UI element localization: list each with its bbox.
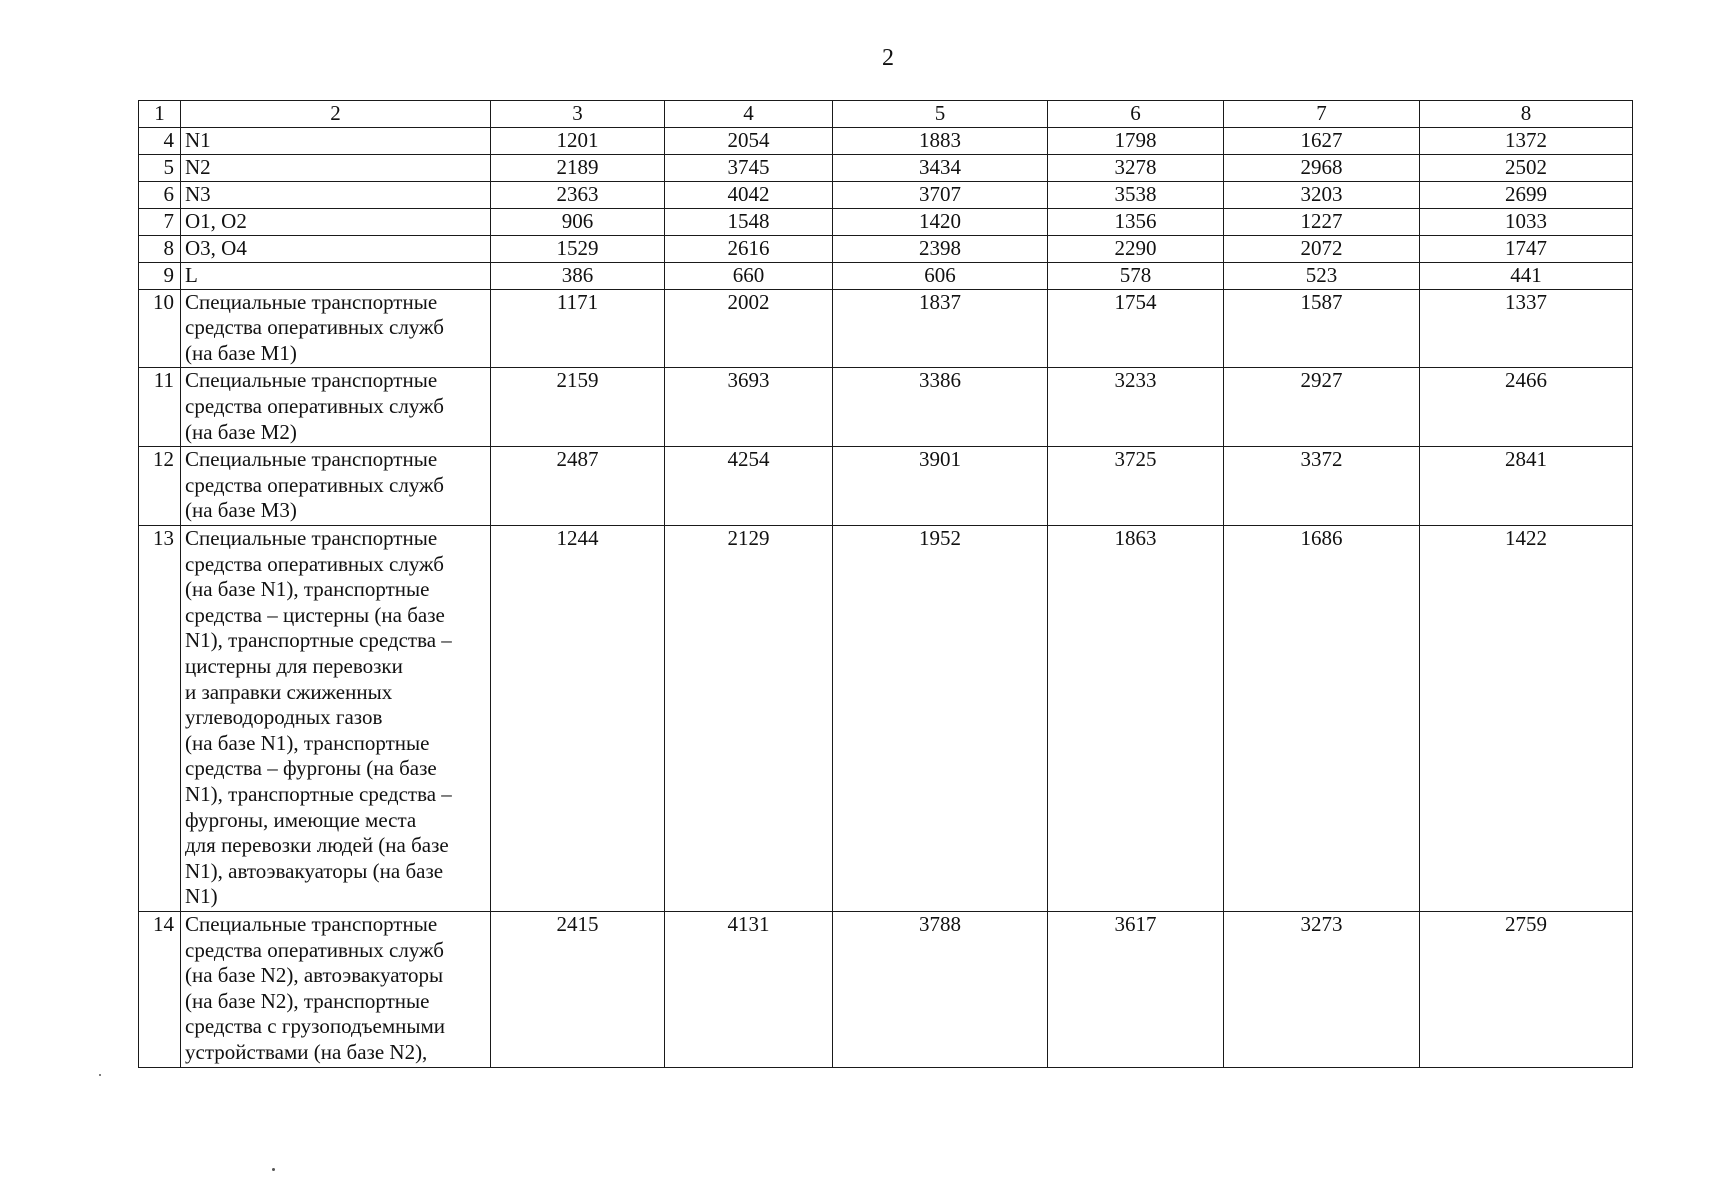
value-cell: 1587: [1224, 289, 1420, 368]
header-row: [139, 101, 1633, 128]
value-cell: 2189: [491, 154, 665, 181]
value-cell: 3788: [833, 911, 1048, 1067]
value-cell: 3278: [1048, 154, 1224, 181]
vehicle-category-line: O3, O4: [185, 235, 247, 260]
vehicle-category-line: Специальные транспортные: [185, 525, 438, 550]
vehicle-category-line: (на базе N1), транспортные: [185, 730, 430, 755]
vehicle-category-line: N1): [185, 884, 218, 909]
column-header: 6: [1048, 101, 1224, 128]
value-cell: 3707: [833, 181, 1048, 208]
vehicle-category-line: N1: [185, 127, 211, 152]
vehicle-category-line: фургоны, имеющие места: [185, 807, 417, 832]
value-cell: 1627: [1224, 127, 1420, 154]
scan-speck: [272, 1168, 275, 1171]
value-cell: 2398: [833, 235, 1048, 262]
vehicle-category-line: L: [185, 262, 198, 287]
value-cell: 660: [665, 262, 833, 289]
value-cell: 3725: [1048, 447, 1224, 526]
value-cell: 606: [833, 262, 1048, 289]
value-cell: 1747: [1420, 235, 1633, 262]
value-cell: 2968: [1224, 154, 1420, 181]
value-cell: 2699: [1420, 181, 1633, 208]
scan-speck: [99, 1074, 101, 1076]
vehicle-category-line: для перевозки людей (на базе: [185, 833, 449, 858]
vehicle-category-line: средства оперативных служб: [185, 937, 444, 962]
value-cell: 1201: [491, 127, 665, 154]
vehicle-category-line: Специальные транспортные: [185, 289, 438, 314]
vehicle-category: [181, 289, 491, 368]
table-row: [139, 447, 1633, 526]
value-cell: 1798: [1048, 127, 1224, 154]
value-cell: 3617: [1048, 911, 1224, 1067]
vehicle-category-line: и заправки сжиженных: [185, 679, 393, 704]
vehicle-category-line: средства – цистерны (на базе: [185, 602, 445, 627]
row-number: 10: [139, 289, 181, 368]
value-cell: 4254: [665, 447, 833, 526]
vehicle-category-line: средства оперативных служб: [185, 472, 444, 497]
value-cell: 3745: [665, 154, 833, 181]
table-row: [139, 525, 1633, 911]
vehicle-category: [181, 525, 491, 911]
table-row: [139, 208, 1633, 235]
vehicle-category: [181, 447, 491, 526]
value-cell: 1420: [833, 208, 1048, 235]
value-cell: 3203: [1224, 181, 1420, 208]
value-cell: 2129: [665, 525, 833, 911]
row-number: 4: [139, 127, 181, 154]
table-row: [139, 289, 1633, 368]
column-header: 8: [1420, 101, 1633, 128]
value-cell: 2841: [1420, 447, 1633, 526]
value-cell: 3372: [1224, 447, 1420, 526]
column-header: 5: [833, 101, 1048, 128]
vehicle-category-line: (на базе M1): [185, 340, 297, 365]
value-cell: 523: [1224, 262, 1420, 289]
value-cell: 2466: [1420, 368, 1633, 447]
value-cell: 906: [491, 208, 665, 235]
vehicle-category-line: Специальные транспортные: [185, 368, 438, 393]
value-cell: 2487: [491, 447, 665, 526]
value-cell: 2072: [1224, 235, 1420, 262]
value-cell: 1356: [1048, 208, 1224, 235]
vehicle-category-line: (на базе N2), автоэвакуаторы: [185, 963, 444, 988]
vehicle-category-line: цистерны для перевозки: [185, 653, 403, 678]
value-cell: 3386: [833, 368, 1048, 447]
vehicle-category-line: Специальные транспортные: [185, 447, 438, 472]
value-cell: 3434: [833, 154, 1048, 181]
vehicle-category-line: O1, O2: [185, 208, 247, 233]
value-cell: 1863: [1048, 525, 1224, 911]
value-cell: 2759: [1420, 911, 1633, 1067]
row-number: 5: [139, 154, 181, 181]
row-number: 8: [139, 235, 181, 262]
value-cell: 4131: [665, 911, 833, 1067]
vehicle-category-line: (на базе N1), транспортные: [185, 577, 430, 602]
value-cell: 2502: [1420, 154, 1633, 181]
value-cell: 1686: [1224, 525, 1420, 911]
value-cell: 1227: [1224, 208, 1420, 235]
vehicle-category-line: Специальные транспортные: [185, 911, 438, 936]
column-header: 7: [1224, 101, 1420, 128]
page-number: 2: [882, 45, 894, 71]
column-header: 3: [491, 101, 665, 128]
row-number: 6: [139, 181, 181, 208]
table-row: [139, 911, 1633, 1067]
vehicle-category-line: устройствами (на базе N2),: [185, 1039, 428, 1064]
value-cell: 1422: [1420, 525, 1633, 911]
value-cell: 1883: [833, 127, 1048, 154]
value-cell: 1754: [1048, 289, 1224, 368]
value-cell: 2616: [665, 235, 833, 262]
vehicle-category-line: (на базе M3): [185, 498, 297, 523]
value-cell: 1033: [1420, 208, 1633, 235]
tariff-table: [138, 100, 1633, 1068]
column-header: 4: [665, 101, 833, 128]
table-row: [139, 127, 1633, 154]
vehicle-category: [181, 154, 491, 181]
table-row: [139, 154, 1633, 181]
value-cell: 2363: [491, 181, 665, 208]
vehicle-category-line: N2: [185, 154, 211, 179]
vehicle-category-line: средства оперативных служб: [185, 393, 444, 418]
value-cell: 1337: [1420, 289, 1633, 368]
value-cell: 578: [1048, 262, 1224, 289]
vehicle-category: [181, 368, 491, 447]
value-cell: 4042: [665, 181, 833, 208]
table-row: [139, 235, 1633, 262]
vehicle-category: [181, 911, 491, 1067]
value-cell: 1244: [491, 525, 665, 911]
vehicle-category-line: средства – фургоны (на базе: [185, 756, 437, 781]
row-number: 9: [139, 262, 181, 289]
value-cell: 3233: [1048, 368, 1224, 447]
value-cell: 3693: [665, 368, 833, 447]
vehicle-category: [181, 208, 491, 235]
vehicle-category-line: (на базе N2), транспортные: [185, 988, 430, 1013]
row-number: 14: [139, 911, 181, 1067]
table-row: [139, 262, 1633, 289]
value-cell: 2927: [1224, 368, 1420, 447]
row-number: 13: [139, 525, 181, 911]
vehicle-category-line: N1), транспортные средства –: [185, 781, 452, 806]
value-cell: 441: [1420, 262, 1633, 289]
table-row: [139, 368, 1633, 447]
vehicle-category-line: средства оперативных служб: [185, 315, 444, 340]
value-cell: 1372: [1420, 127, 1633, 154]
row-number: 7: [139, 208, 181, 235]
vehicle-category: [181, 262, 491, 289]
vehicle-category-line: N1), автоэвакуаторы (на базе: [185, 858, 444, 883]
column-header: 2: [181, 101, 491, 128]
value-cell: 1952: [833, 525, 1048, 911]
value-cell: 2415: [491, 911, 665, 1067]
vehicle-category-line: средства с грузоподъемными: [185, 1014, 445, 1039]
value-cell: 1529: [491, 235, 665, 262]
value-cell: 2159: [491, 368, 665, 447]
table-row: [139, 181, 1633, 208]
table-body: [139, 101, 1633, 1068]
value-cell: 3538: [1048, 181, 1224, 208]
value-cell: 386: [491, 262, 665, 289]
row-number: 11: [139, 368, 181, 447]
vehicle-category-line: N3: [185, 181, 211, 206]
vehicle-category-line: средства оперативных служб: [185, 551, 444, 576]
value-cell: 1548: [665, 208, 833, 235]
value-cell: 1171: [491, 289, 665, 368]
vehicle-category: [181, 181, 491, 208]
row-number: 12: [139, 447, 181, 526]
vehicle-category: [181, 127, 491, 154]
value-cell: 2290: [1048, 235, 1224, 262]
vehicle-category-line: (на базе M2): [185, 419, 297, 444]
value-cell: 3273: [1224, 911, 1420, 1067]
value-cell: 2002: [665, 289, 833, 368]
value-cell: 3901: [833, 447, 1048, 526]
value-cell: 2054: [665, 127, 833, 154]
vehicle-category-line: углеводородных газов: [185, 705, 383, 730]
vehicle-category: [181, 235, 491, 262]
vehicle-category-line: N1), транспортные средства –: [185, 628, 452, 653]
value-cell: 1837: [833, 289, 1048, 368]
column-header: 1: [139, 101, 181, 128]
